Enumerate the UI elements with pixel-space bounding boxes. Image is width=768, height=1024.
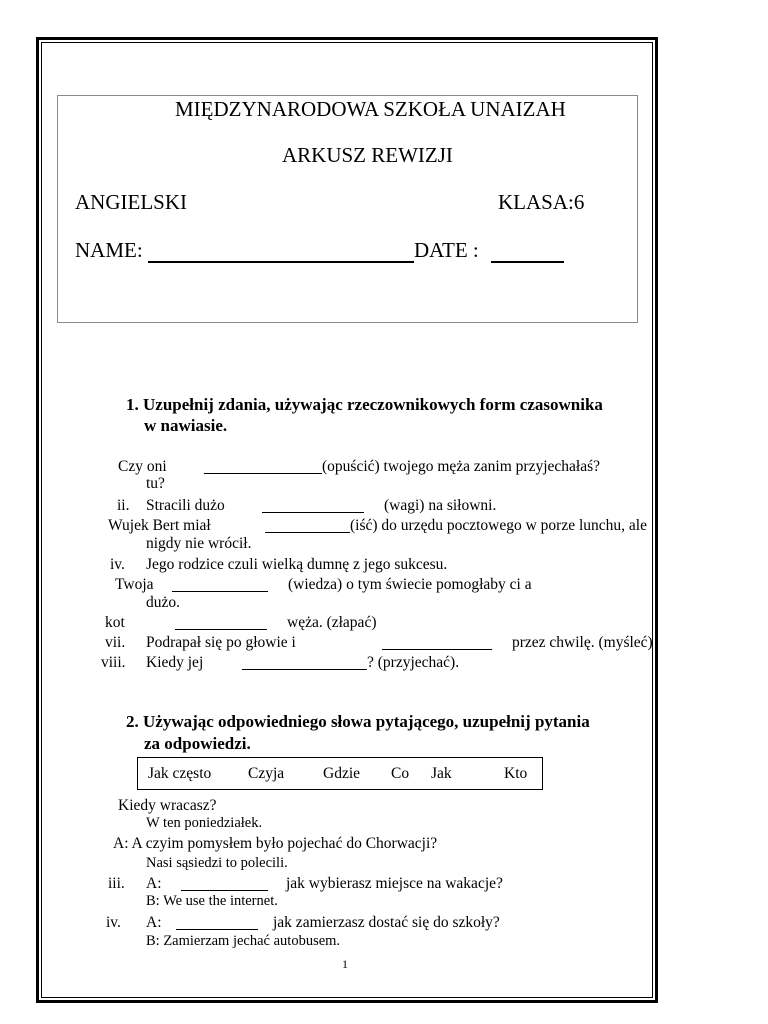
s1-item-1-blank[interactable] (204, 458, 322, 474)
s1-item-2-num: ii. (117, 497, 130, 514)
s2-item-4-answer: B: Zamierzam jechać autobusem. (146, 933, 341, 949)
word-bank-item: Jak (431, 765, 452, 782)
s1-item-6-blank[interactable] (175, 614, 267, 630)
word-bank-item: Co (391, 765, 410, 782)
s1-item-8-blank[interactable] (242, 654, 367, 670)
word-bank-item: Gdzie (323, 765, 361, 782)
name-field[interactable] (148, 242, 414, 263)
s2-item-4-q-pre: A: (146, 914, 162, 931)
s2-item-3-blank[interactable] (181, 875, 268, 891)
s1-item-8-post: ? (przyjechać). (367, 654, 460, 671)
sheet-title: ARKUSZ REWIZJI (282, 143, 453, 167)
section2-title: 2. Używając odpowiedniego słowa pytającego, uzupełnij pytania (126, 712, 590, 731)
s1-item-4-num: iv. (110, 556, 125, 573)
s2-item-1-question: Kiedy wracasz? (118, 797, 217, 814)
s2-item-4-blank[interactable] (176, 914, 258, 930)
s1-item-5-blank[interactable] (172, 576, 268, 592)
section1-title: 1. Uzupełnij zdania, używając rzeczownikowych form czasownika (126, 395, 603, 414)
s2-item-3-q-pre: A: (146, 875, 162, 892)
s1-item-1-cont: tu? (146, 475, 165, 492)
s2-item-4-num: iv. (106, 914, 121, 931)
s1-item-8-num: viii. (101, 654, 126, 671)
s1-item-7-num: vii. (105, 634, 126, 651)
s1-item-6-pre: kot (105, 614, 125, 631)
s1-item-5-post: (wiedza) o tym świecie pomogłaby ci a (288, 576, 532, 593)
s2-item-1-answer: W ten poniedziałek. (146, 815, 263, 831)
s1-item-4-text: Jego rodzice czuli wielką dumnę z jego sukcesu. (146, 556, 448, 573)
s1-item-5-pre: Twoja (115, 576, 154, 593)
grade-label: KLASA:6 (498, 190, 585, 214)
page-number: 1 (342, 957, 348, 971)
s1-item-5-cont: dużo. (146, 594, 181, 611)
s1-item-3-blank[interactable] (265, 517, 350, 533)
s2-item-4-q-post: jak zamierzasz dostać się do szkoły? (273, 914, 500, 931)
s2-item-3-answer: B: We use the internet. (146, 893, 278, 909)
s2-item-2-question: A: A czyim pomysłem było pojechać do Chorwacji? (113, 835, 438, 852)
s2-item-2-answer: Nasi sąsiedzi to polecili. (146, 855, 288, 871)
word-bank-item: Jak często (148, 765, 212, 782)
section1-title-cont: w nawiasie. (144, 416, 228, 435)
school-name: MIĘDZYNARODOWA SZKOŁA UNAIZAH (175, 97, 566, 121)
s1-item-2-blank[interactable] (262, 497, 364, 513)
s1-item-3-pre: Wujek Bert miał (108, 517, 211, 534)
date-label: DATE : (414, 238, 479, 262)
s1-item-7-post: przez chwilę. (myśleć) (512, 634, 653, 651)
word-bank-item: Kto (504, 765, 528, 782)
s1-item-2-pre: Stracili dużo (146, 497, 225, 514)
s2-item-3-q-post: jak wybierasz miejsce na wakacje? (286, 875, 503, 892)
s1-item-2-post: (wagi) na siłowni. (384, 497, 497, 514)
s1-item-7-pre: Podrapał się po głowie i (146, 634, 296, 651)
s1-item-6-post: węża. (złapać) (287, 614, 377, 631)
s1-item-3-post: (iść) do urzędu pocztowego w porze lunchu, ale (350, 517, 647, 534)
date-field[interactable] (491, 242, 564, 263)
word-bank-item: Czyja (248, 765, 285, 782)
word-bank (137, 757, 543, 790)
s1-item-8-pre: Kiedy jej (146, 654, 204, 671)
s1-item-1-post: (opuścić) twojego męża zanim przyjechałaś? (322, 458, 601, 475)
subject-label: ANGIELSKI (75, 190, 187, 214)
s2-item-3-num: iii. (108, 875, 125, 892)
s1-item-7-blank[interactable] (382, 634, 492, 650)
section2-title-cont: za odpowiedzi. (144, 734, 251, 753)
name-label: NAME: (75, 238, 143, 262)
s1-item-3-cont: nigdy nie wrócił. (146, 535, 252, 552)
s1-item-1-pre: Czy oni (118, 458, 167, 475)
